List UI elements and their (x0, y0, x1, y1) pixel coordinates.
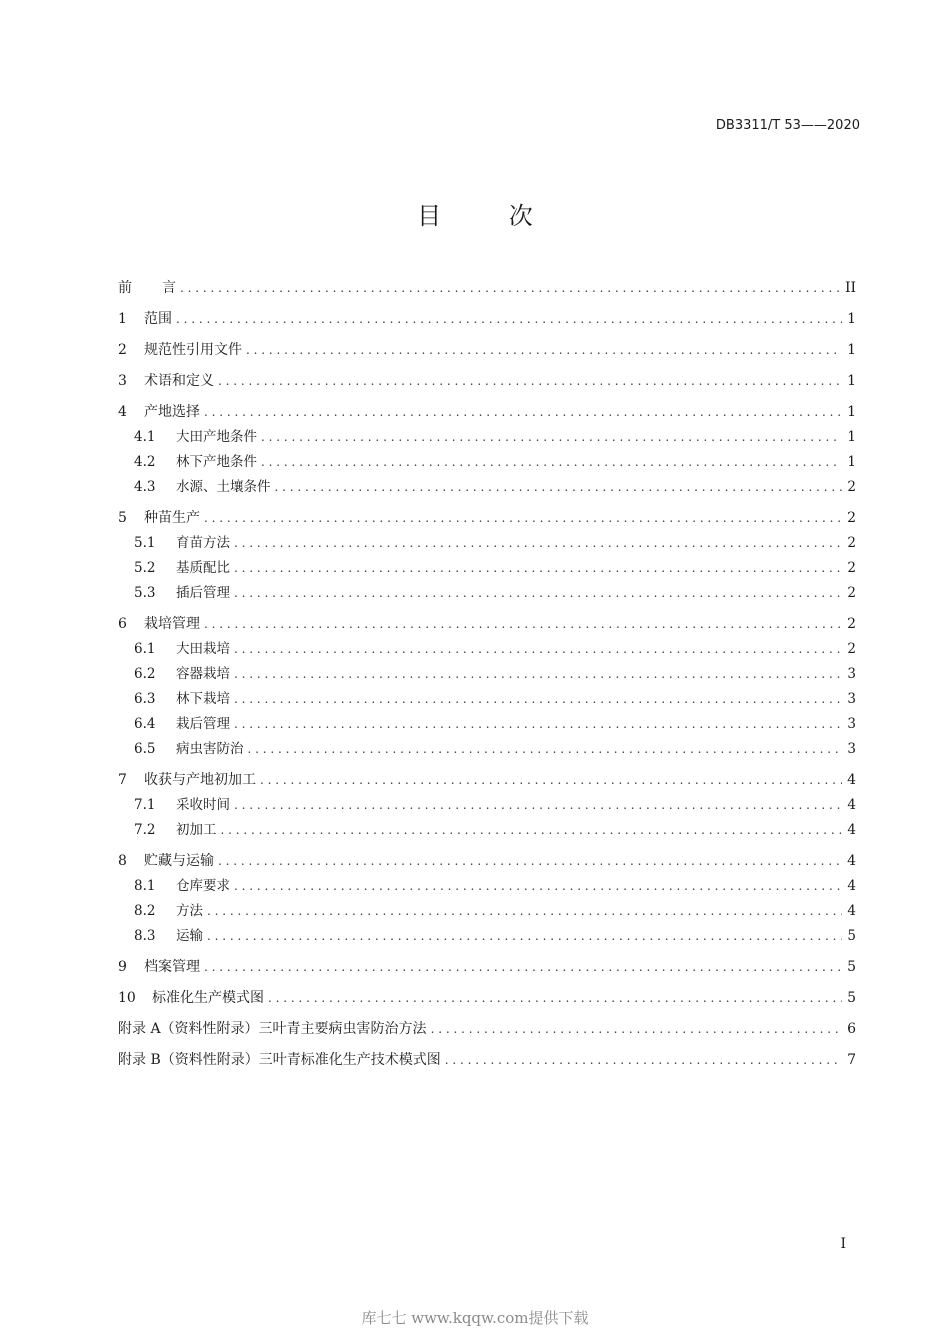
toc-entry-page: 4 (847, 853, 856, 869)
toc-entry-page: 3 (847, 716, 856, 732)
toc-dot-leader (221, 818, 843, 843)
toc-entry-page: 2 (847, 535, 856, 551)
toc-dot-leader (207, 924, 842, 949)
toc-entry-number: 5.3 (134, 585, 156, 601)
toc-dot-leader (204, 400, 842, 425)
toc-entry-number: 1 (118, 311, 127, 327)
toc-dot-leader (234, 637, 842, 662)
toc-dot-leader (260, 768, 842, 793)
page-title: 目 次 (417, 202, 563, 230)
toc-dot-leader (234, 712, 842, 737)
toc-dot-leader (207, 899, 842, 924)
toc-dot-leader (218, 369, 842, 394)
toc-entry-number: 7.1 (134, 797, 156, 813)
toc-entry-label: 插后管理 (176, 585, 230, 601)
toc-entry-page: 3 (847, 691, 856, 707)
toc-entry-number: 4.3 (134, 479, 156, 495)
toc-entry-label: 贮藏与运输 (144, 853, 214, 869)
toc-entry[interactable] (118, 955, 856, 980)
toc-entry-label: 种苗生产 (144, 510, 200, 526)
toc-entry[interactable] (118, 793, 856, 818)
toc-entry-label: 育苗方法 (176, 535, 230, 551)
toc-entry[interactable] (118, 1017, 856, 1042)
toc-entry-number: 4.2 (134, 454, 156, 470)
toc-entry-label: 言 (162, 280, 176, 296)
toc-entry-label: 运输 (176, 928, 203, 944)
toc-entry[interactable] (118, 899, 856, 924)
toc-entry-label: 范围 (144, 311, 172, 327)
toc-entry[interactable] (118, 849, 856, 874)
toc-entry[interactable] (118, 818, 856, 843)
toc-entry-number: 7.2 (134, 822, 156, 838)
toc-entry-label: 林下栽培 (176, 691, 230, 707)
toc-dot-leader (176, 307, 842, 332)
toc-dot-leader (180, 276, 841, 301)
toc-entry-page: 4 (847, 822, 856, 838)
toc-entry-page: 1 (847, 404, 856, 420)
toc-entry-label: 方法 (176, 903, 203, 919)
toc-entry-label: 大田栽培 (176, 641, 230, 657)
watermark-text: 库七七 www.kqqw.com提供下载 (361, 1309, 589, 1327)
toc-entry-label: 采收时间 (176, 797, 230, 813)
toc-dot-leader (234, 687, 842, 712)
toc-dot-leader (234, 874, 842, 899)
toc-dot-leader (218, 849, 842, 874)
toc-entry-page: 1 (847, 373, 856, 389)
toc-entry-page: 4 (847, 878, 856, 894)
toc-entry-label: 栽培管理 (144, 616, 200, 632)
toc-entry-number: 8 (118, 853, 127, 869)
toc-entry-page: 3 (847, 741, 856, 757)
toc-entry-page: 2 (847, 560, 856, 576)
toc-entry-label: 基质配比 (176, 560, 230, 576)
toc-entry[interactable] (118, 307, 856, 332)
toc-entry-page: 5 (847, 990, 856, 1006)
toc-dot-leader (234, 662, 842, 687)
toc-entry-label: 产地选择 (144, 404, 200, 420)
toc-entry[interactable] (118, 338, 856, 363)
toc-dot-leader (234, 531, 842, 556)
toc-entry-page: 2 (847, 641, 856, 657)
toc-entry-label: 收获与产地初加工 (144, 772, 256, 788)
toc-entry-number: 5.1 (134, 535, 156, 551)
toc-entry-page: 1 (847, 429, 856, 445)
toc-entry-number: 6.1 (134, 641, 156, 657)
toc-entry-label: 附录 B（资料性附录）三叶青标准化生产技术模式图 (118, 1052, 441, 1068)
toc-entry-number: 5.2 (134, 560, 156, 576)
toc-entry[interactable] (118, 737, 856, 762)
toc-entry-number: 6.4 (134, 716, 156, 732)
toc-entry-label: 林下产地条件 (176, 454, 257, 470)
toc-entry[interactable] (118, 612, 856, 637)
toc-dot-leader (268, 986, 842, 1011)
toc-dot-leader (204, 612, 842, 637)
toc-dot-leader (204, 955, 842, 980)
toc-entry[interactable] (118, 637, 856, 662)
toc-entry[interactable] (118, 581, 856, 606)
toc-entry[interactable] (118, 662, 856, 687)
page-number: I (840, 1236, 846, 1252)
toc-entry-number: 4 (118, 404, 127, 420)
toc-dot-leader (431, 1017, 842, 1042)
toc-entry-number: 2 (118, 342, 127, 358)
toc-entry-page: 2 (847, 510, 856, 526)
toc-entry-label: 容器栽培 (176, 666, 230, 682)
toc-entry[interactable] (118, 1048, 856, 1073)
toc-entry-page: 4 (847, 772, 856, 788)
toc-dot-leader (246, 338, 842, 363)
toc-entry-page: 1 (847, 311, 856, 327)
toc-entry-page: 3 (847, 666, 856, 682)
toc-entry[interactable] (118, 874, 856, 899)
toc-entry-number: 6 (118, 616, 127, 632)
toc-entry[interactable] (118, 369, 856, 394)
toc-entry-page: 2 (847, 616, 856, 632)
toc-entry-label: 档案管理 (144, 959, 200, 975)
toc-entry-number: 5 (118, 510, 127, 526)
toc-entry-number: 前 (118, 280, 132, 296)
table-of-contents (118, 276, 856, 1073)
toc-entry-number: 4.1 (134, 429, 156, 445)
toc-entry-number: 3 (118, 373, 127, 389)
toc-dot-leader (234, 793, 842, 818)
toc-entry[interactable] (118, 276, 856, 301)
toc-entry-label: 初加工 (176, 822, 217, 838)
toc-entry[interactable] (118, 425, 856, 450)
toc-dot-leader (234, 581, 842, 606)
toc-entry-label: 标准化生产模式图 (152, 990, 264, 1006)
toc-entry[interactable] (118, 531, 856, 556)
toc-entry-page: 4 (847, 903, 856, 919)
toc-dot-leader (248, 737, 843, 762)
toc-entry-page: 1 (847, 454, 856, 470)
toc-dot-leader (261, 425, 842, 450)
toc-entry-number: 8.1 (134, 878, 156, 894)
toc-dot-leader (204, 506, 842, 531)
toc-entry-number: 6.3 (134, 691, 156, 707)
toc-entry[interactable] (118, 475, 856, 500)
toc-entry[interactable] (118, 400, 856, 425)
toc-entry[interactable] (118, 768, 856, 793)
toc-entry[interactable] (118, 450, 856, 475)
toc-entry-label: 病虫害防治 (176, 741, 244, 757)
toc-entry-number: 10 (118, 990, 136, 1006)
toc-entry[interactable] (118, 924, 856, 949)
toc-dot-leader (445, 1048, 842, 1073)
toc-entry-page: 2 (847, 585, 856, 601)
toc-entry-label: 术语和定义 (144, 373, 214, 389)
toc-entry-label: 附录 A（资料性附录）三叶青主要病虫害防治方法 (118, 1021, 427, 1037)
toc-entry-page: 1 (847, 342, 856, 358)
toc-entry[interactable] (118, 506, 856, 531)
toc-entry-number: 8.2 (134, 903, 156, 919)
toc-entry-page: 6 (847, 1021, 856, 1037)
toc-dot-leader (261, 450, 842, 475)
toc-entry-label: 水源、土壤条件 (176, 479, 271, 495)
toc-dot-leader (275, 475, 843, 500)
toc-entry-page: 4 (847, 797, 856, 813)
toc-entry[interactable] (118, 712, 856, 737)
toc-entry-number: 7 (118, 772, 127, 788)
toc-entry-label: 规范性引用文件 (144, 342, 242, 358)
toc-entry-page: II (844, 280, 856, 296)
toc-entry-page: 5 (847, 959, 856, 975)
toc-entry-number: 6.2 (134, 666, 156, 682)
toc-entry-label: 栽后管理 (176, 716, 230, 732)
toc-entry[interactable] (118, 687, 856, 712)
toc-dot-leader (234, 556, 842, 581)
toc-entry-page: 2 (847, 479, 856, 495)
toc-entry[interactable] (118, 556, 856, 581)
toc-entry-number: 9 (118, 959, 127, 975)
toc-entry-number: 6.5 (134, 741, 156, 757)
toc-entry-label: 仓库要求 (176, 878, 230, 894)
toc-entry[interactable] (118, 986, 856, 1011)
toc-entry-number: 8.3 (134, 928, 156, 944)
toc-entry-label: 大田产地条件 (176, 429, 257, 445)
toc-entry-page: 7 (847, 1052, 856, 1068)
document-code: DB3311/T 53——2020 (715, 118, 860, 133)
toc-entry-page: 5 (847, 928, 856, 944)
